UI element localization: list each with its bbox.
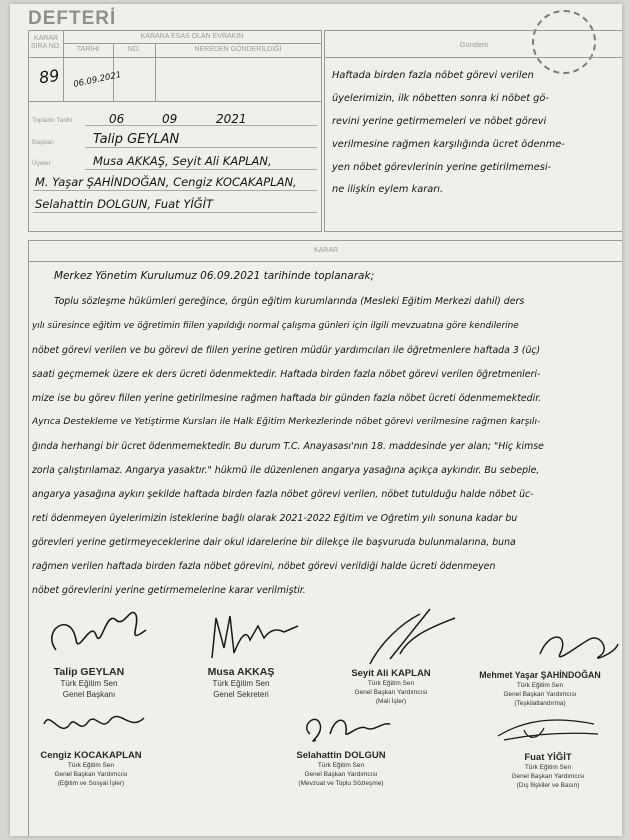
signatory-role: Genel Başkan Yardımcısı bbox=[354, 689, 428, 696]
signature-dolgun bbox=[296, 704, 396, 750]
uyeler-label: Üyeler bbox=[32, 160, 51, 167]
karar-line: zorla çalıştırılamaz. Angarya yasaktır." hükmü ile düzenlenen angarya yasağına açıkça aykırıdır. Bu sebeple, bbox=[32, 465, 540, 476]
esas-evrak-label: KARARA ESAS OLAN EVRAKIN bbox=[140, 33, 244, 40]
tarihi-label: TARİHİ bbox=[76, 46, 100, 53]
karar-line: görevleri yerine getirmeyeceklerine dair okul idarelerine bir dilekçe ile başvuruda bulunmalarına, buna bbox=[32, 537, 516, 548]
signatory-org: Türk Eğitim Sen bbox=[60, 679, 118, 688]
signatory-org: Türk Eğitim Sen bbox=[524, 764, 572, 771]
signatory-dept: (Eğitim ve Sosyal İşler) bbox=[57, 780, 125, 787]
karar-sira-no-label: KARAR SIRA NO. bbox=[30, 35, 62, 50]
signatory-org: Türk Eğitim Sen bbox=[367, 680, 415, 687]
uyeler-line: Selahattin DOLGUN, Fuat YİĞİT bbox=[35, 197, 214, 211]
signatory-role: Genel Başkanı bbox=[62, 690, 116, 699]
signatory-name: Seyit Ali KAPLAN bbox=[351, 668, 431, 679]
toplanti-label: Toplantı Tarihi bbox=[32, 117, 72, 124]
nereden-label: NEREDEN GÖNDERİLDİĞİ bbox=[194, 46, 282, 53]
signatory-role: Genel Başkan Yardımcısı bbox=[503, 691, 577, 698]
ledger-title: DEFTERİ bbox=[28, 8, 117, 29]
signature-kaplan bbox=[360, 604, 460, 674]
signature-sahindogan bbox=[530, 624, 620, 674]
gundem-label: Gündem bbox=[459, 40, 489, 49]
karar-line: Toplu sözleşme hükümleri gereğince, örgün eğitim kurumlarında (Mesleki Eğitim Merkezi dahil) ders bbox=[54, 296, 525, 307]
sira-no-value: 89 bbox=[37, 65, 61, 88]
karar-line: reti ödenmeyen üyelerimizin isteklerine bağlı olarak 2021-2022 Eğitim ve Öğretim yılı sonuna kadar bu bbox=[32, 513, 518, 524]
karar-line: Ayrıca Destekleme ve Yetiştirme Kursları ile Halk Eğitim Merkezlerinde nöbet görevi verilmesine rağmen karşılı- bbox=[32, 417, 541, 427]
karar-line: mize ise bu görev fiilen yerine getirilmesine rağmen haftada bir günden fazla nöbet ücreti ödenmemektedir. bbox=[32, 393, 542, 404]
baskan-label: Başkan bbox=[32, 139, 54, 146]
signatory-org: Türk Eğitim Sen bbox=[317, 762, 365, 769]
signatory-name: Selahattin DOLGUN bbox=[296, 750, 386, 761]
karar-line: angarya yasağına aykırı şekilde haftada birden fazla nöbet görevi verilen, nöbet tutulduğu halde nöbet üc- bbox=[32, 489, 534, 500]
signatory-dept: (Mevzuat ve Toplu Sözleşme) bbox=[298, 780, 384, 787]
no-label: NO. bbox=[127, 46, 141, 53]
signatory-role: Genel Sekreteri bbox=[213, 690, 269, 699]
uyeler-line: Musa AKKAŞ, Seyit Ali KAPLAN, bbox=[93, 154, 272, 168]
baskan-value: Talip GEYLAN bbox=[93, 132, 180, 147]
signatory-name: Musa AKKAŞ bbox=[207, 666, 275, 678]
gundem-line: verilmesine rağmen karşılığında ücret ödenme- bbox=[332, 139, 565, 150]
signature-yigit bbox=[494, 710, 604, 750]
signature-kocakaplan bbox=[40, 704, 150, 750]
gundem-line: Haftada birden fazla nöbet görevi verilen bbox=[332, 70, 534, 81]
signatory-org: Türk Eğitim Sen bbox=[516, 682, 564, 689]
signatory-role: Genel Başkan Yardımcısı bbox=[511, 773, 585, 780]
signatory-role: Genel Başkan Yardımcısı bbox=[304, 771, 378, 778]
toplanti-yil: 2021 bbox=[216, 112, 247, 126]
signatory-name: Talip GEYLAN bbox=[53, 666, 125, 678]
gundem-line: yen nöbet görevlerinin yerine getirilmemesi- bbox=[332, 162, 552, 173]
ledger-page bbox=[10, 4, 622, 836]
gundem-line: revini yerine getirmemeleri ve nöbet görevi bbox=[332, 116, 547, 127]
signatory-org: Türk Eğitim Sen bbox=[212, 679, 270, 688]
signatory-dept: (Dış İlişkiler ve Basın) bbox=[516, 782, 580, 789]
toplanti-ay: 09 bbox=[162, 112, 178, 126]
signatory-name: Fuat YİĞİT bbox=[524, 752, 572, 763]
signature-geylan bbox=[36, 600, 156, 670]
signatory-name: Cengiz KOCAKAPLAN bbox=[40, 750, 142, 761]
signatory-role: Genel Başkan Yardımcısı bbox=[54, 771, 128, 778]
karar-line: ğında herhangi bir ücret ödenmemektedir. Bu durum T.C. Anayasası'nın 18. maddesinde yer alan; "Hiç kimse bbox=[32, 441, 544, 452]
gundem-line: üyelerimizin, ilk nöbetten sonra ki nöbet gö- bbox=[332, 93, 549, 104]
signatory-org: Türk Eğitim Sen bbox=[67, 762, 115, 769]
signature-akkas bbox=[206, 608, 306, 668]
karar-line: Merkez Yönetim Kurulumuz 06.09.2021 tarihinde toplanarak; bbox=[54, 270, 375, 282]
toplanti-gun: 06 bbox=[109, 112, 125, 126]
karar-line: nöbet görevi verilen ve bu görevi de fiilen yerine getiren müdür yardımcıları ile öğretmenlere haftada 3 (üç) bbox=[32, 345, 541, 356]
entry-box bbox=[28, 30, 322, 232]
signatory-dept: (Teşkilatlandırma) bbox=[514, 700, 566, 707]
uyeler-line: M. Yaşar ŞAHİNDOĞAN, Cengiz KOCAKAPLAN, bbox=[35, 175, 297, 189]
karar-line: nöbet görevlerini yerine getirmemelerine karar verilmiştir. bbox=[32, 585, 306, 596]
karar-line: rağmen verilen haftada birden fazla nöbet görevini, nöbet görevi verildiği halde ücreti ödenmeyen bbox=[32, 561, 496, 572]
signatory-dept: (Mali İşler) bbox=[375, 698, 407, 705]
signatory-name: Mehmet Yaşar ŞAHİNDOĞAN bbox=[479, 670, 601, 680]
karar-line: saati geçmemek üzere ek ders ücreti ödenmektedir. Haftada birden fazla nöbet görevi verilen öğretmenleri- bbox=[32, 369, 541, 380]
evrak-tarihi-value: 06.09.2021 bbox=[72, 70, 123, 90]
gundem-box bbox=[324, 30, 622, 232]
karar-label: KARAR bbox=[313, 247, 339, 254]
gundem-line: ne ilişkin eylem kararı. bbox=[332, 184, 444, 195]
karar-line: yılı süresince eğitim ve öğretimin fiilen yapıldığı normal çalışma günleri için ilgili mevzuatına göre kendilerine bbox=[32, 321, 519, 331]
